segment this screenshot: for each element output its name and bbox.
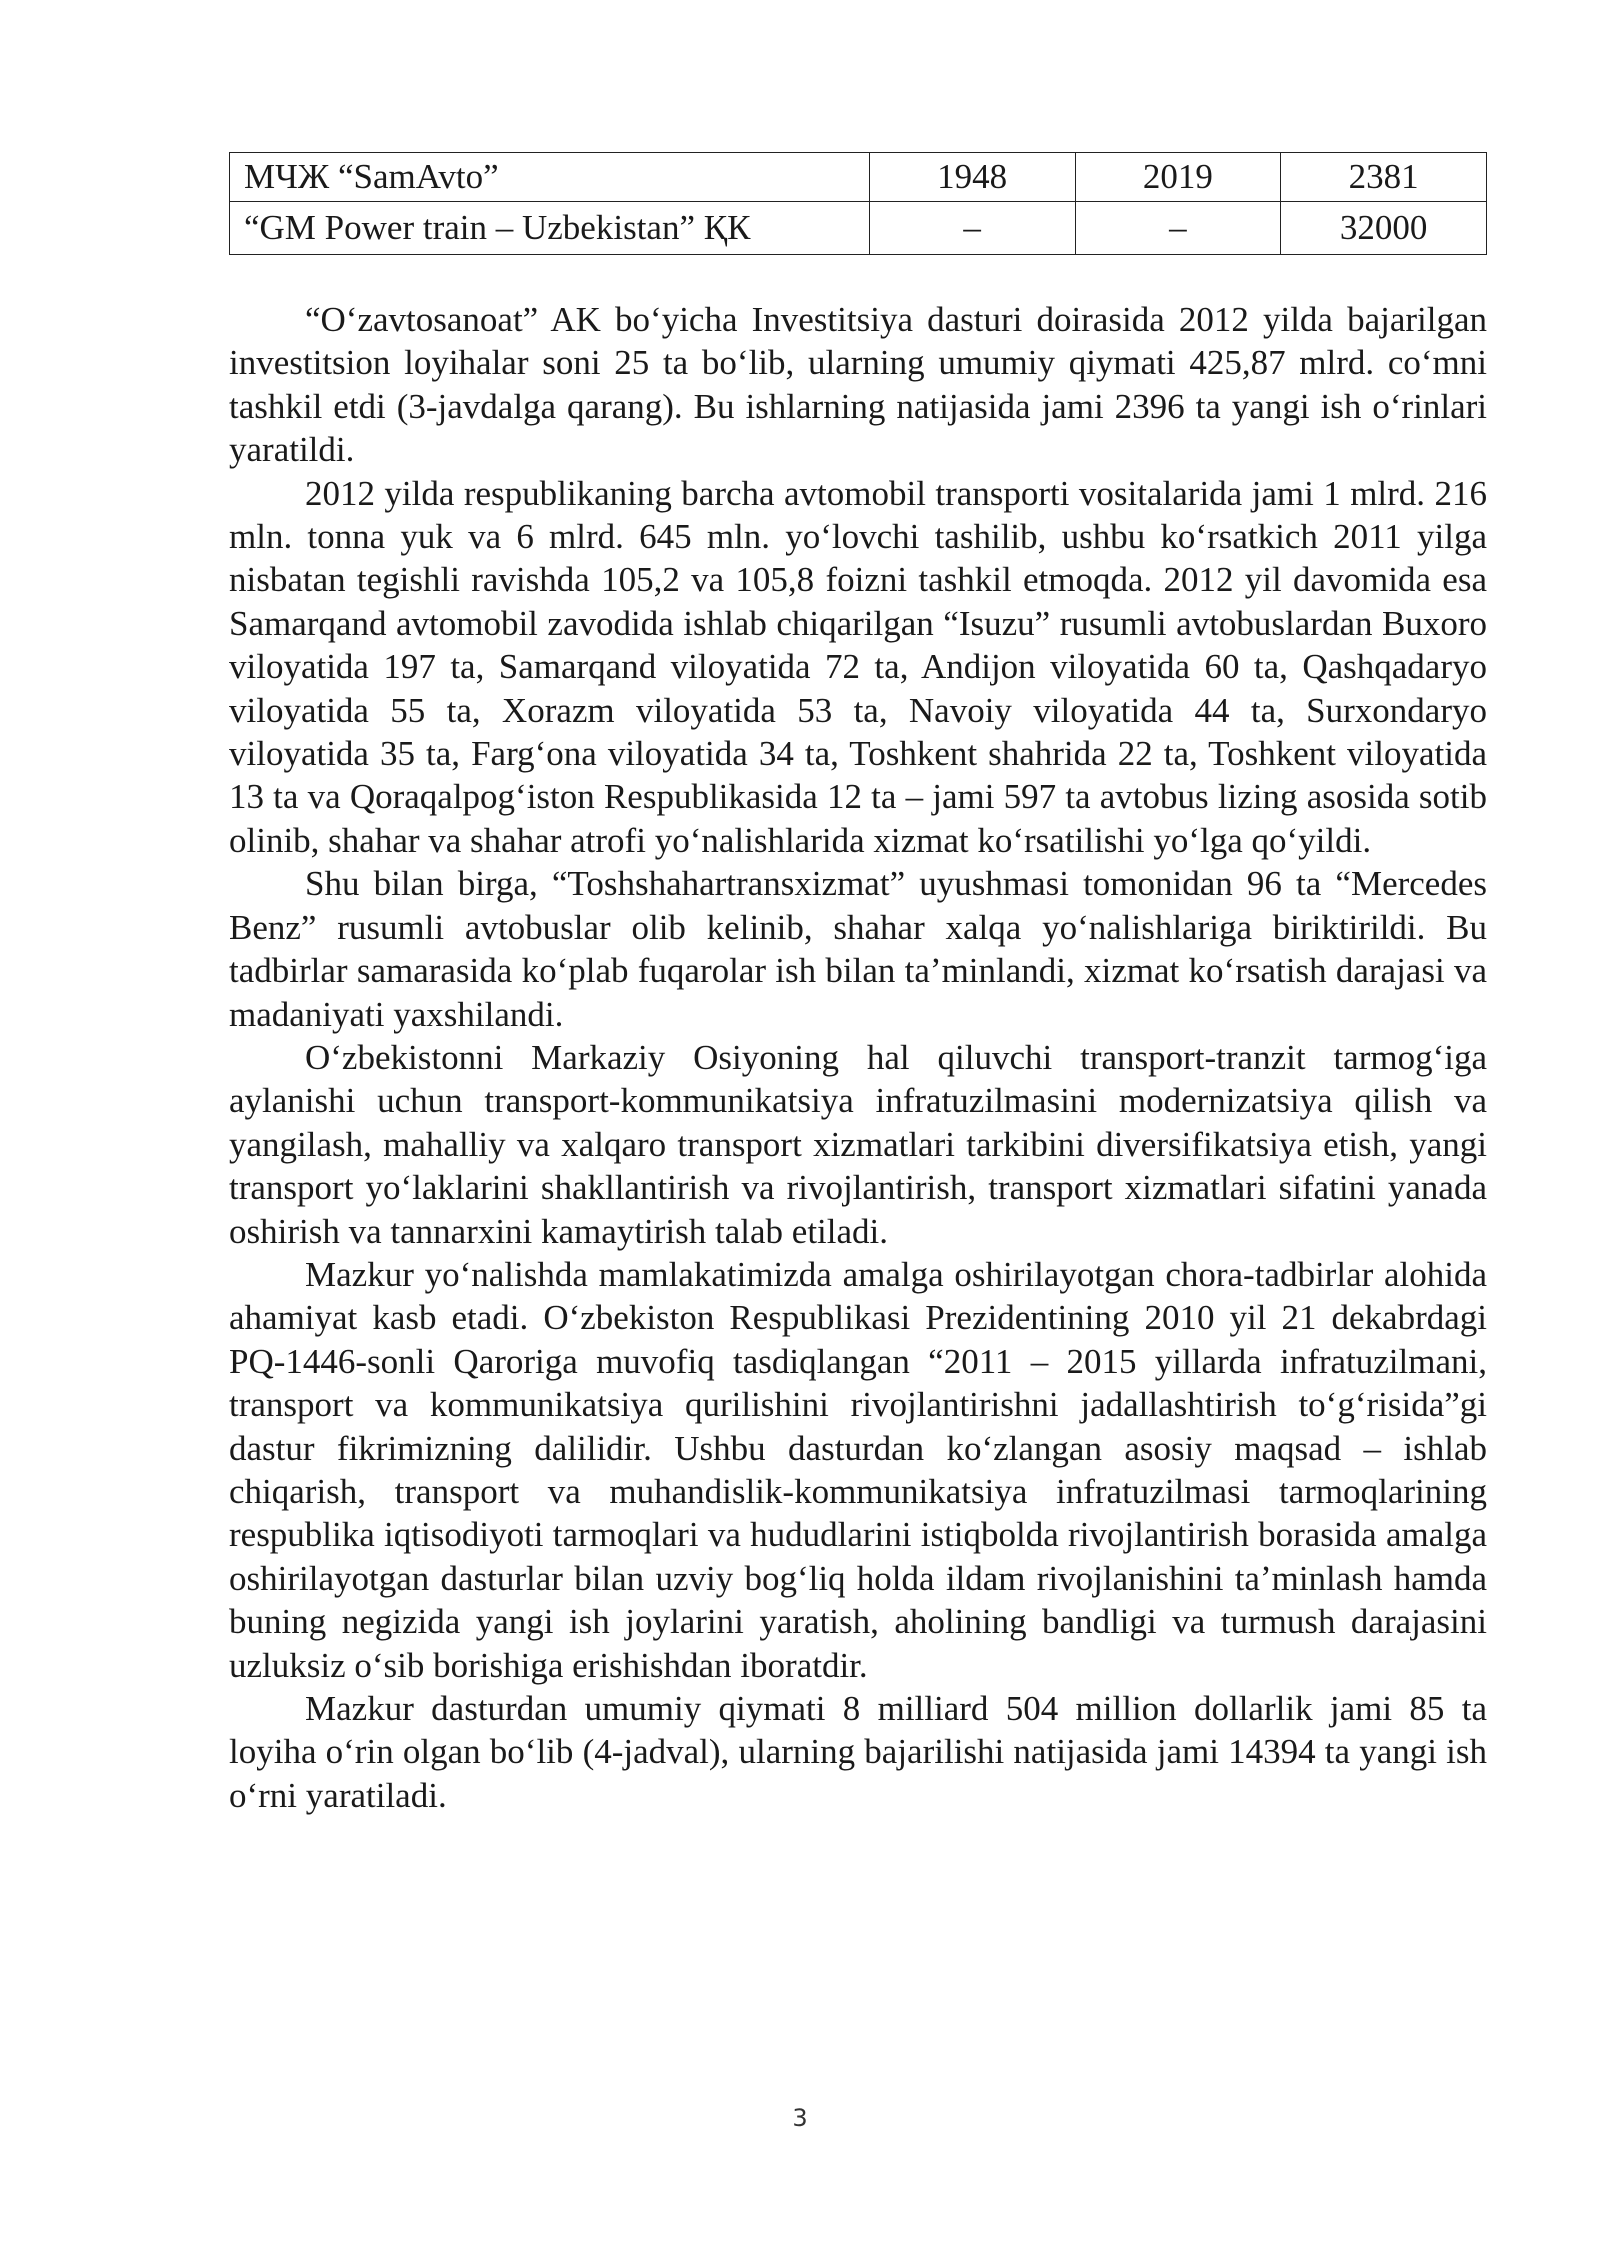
table-row (230, 202, 1487, 255)
paragraph: Mazkur dasturdan umumiy qiymati 8 milliard 504 million dollarlik jami 85 ta loyiha oʻrin olgan boʻlib (4-jadval), ularning bajarilishi natijasida jami 14394 ta yangi ish oʻrni yaratiladi. (229, 1689, 1487, 1815)
paragraph: Mazkur yoʻnalishda mamlakatimizda amalga oshirilayotgan chora-tadbirlar alohida ahamiyat kasb etadi. Oʻzbekiston Respublikasi Prezidentining 2010 yil 21 dekabrdagi PQ-1446-sonli Qaroriga muvofiq tasdiqlangan “2011 – 2015 yillarda infratuzilmani, transport va kommunikatsiya qurilishini rivojlantirishni jadallashtirish toʻgʻrisida”gi dastur fikrimizning dalilidir. Ushbu dasturdan koʻzlangan asosiy maqsad – ishlab chiqarish, transport va muhandislik-kommunikatsiya infratuzilmasi tarmoqlarining respublika iqtisodiyoti tarmoqlari va hududlarini istiqbolda rivojlantirish borasida amalga oshirilayotgan dasturlar bilan uzviy bogʻliq holda ildam rivojlanishini taʼminlash hamda buning negizida yangi ish joylarini yaratish, aholining bandligi va turmush darajasini uzluksiz oʻsib borishiga erishishdan iboratdir. (229, 1254, 1487, 1685)
table-cell-value: – (1075, 202, 1281, 255)
table-cell-value: 1948 (869, 153, 1075, 202)
body-text (229, 298, 1487, 1817)
table-cell-value: 32000 (1281, 202, 1487, 255)
table-cell-name: МЧЖ “SamAvto” (230, 153, 870, 202)
paragraph: “Oʻzavtosanoat” AK boʻyicha Investitsiya dasturi doirasida 2012 yilda bajarilgan investitsion loyihalar soni 25 ta boʻlib, ularning umumiy qiymati 425,87 mlrd. coʻmni tashkil etdi (3-javdalga qarang). Bu ishlarning natijasida jami 2396 ta yangi ish oʻrinlari yaratildi. (229, 300, 1487, 470)
table-cell-name: “GM Power train – Uzbekistan” ҚК (230, 202, 870, 255)
paragraph: Oʻzbekistonni Markaziy Osiyoning hal qiluvchi transport-tranzit tarmogʻiga aylanishi uchun transport-kommunikatsiya infratuzilmasini modernizatsiya qilish va yangilash, mahalliy va xalqaro transport xizmatlari tarkibini diversifikatsiya etish, yangi transport yoʻlaklarini shakllantirish va rivojlantirish, transport xizmatlari sifatini yanada oshirish va tannarxini kamaytirish talab etiladi. (229, 1037, 1487, 1251)
paragraph: Shu bilan birga, “Toshshahartransxizmat” uyushmasi tomonidan 96 ta “Mercedes Benz” rusumli avtobuslar olib kelinib, shahar xalqa yoʻnalishlariga biriktirildi. Bu tadbirlar samarasida koʻplab fuqarolar ish bilan taʼminlandi, xizmat koʻrsatish darajasi va madaniyati yaxshilandi. (229, 864, 1487, 1034)
table-cell-value: 2381 (1281, 153, 1487, 202)
enterprise-table (229, 152, 1487, 255)
table-cell-value: – (869, 202, 1075, 255)
page-number: 3 (792, 2104, 808, 2132)
table-cell-value: 2019 (1075, 153, 1281, 202)
table-row (230, 153, 1487, 202)
paragraph: 2012 yilda respublikaning barcha avtomobil transporti vositalarida jami 1 mlrd. 216 mln. tonna yuk va 6 mlrd. 645 mln. yoʻlovchi tashilib, ushbu koʻrsatkich 2011 yilga nisbatan tegishli ravishda 105,2 va 105,8 foizni tashkil etmoqda. 2012 yil davomida esa Samarqand avtomobil zavodida ishlab chiqarilgan “Isuzu” rusumli avtobuslardan Buxoro viloyatida 197 ta, Samarqand viloyatida 72 ta, Andijon viloyatida 60 ta, Qashqadaryo viloyatida 55 ta, Xorazm viloyatida 53 ta, Navoiy viloyatida 44 ta, Surxondaryo viloyatida 35 ta, Fargʻona viloyatida 34 ta, Toshkent shahrida 22 ta, Toshkent viloyatida 13 ta va Qoraqalpogʻiston Respublikasida 12 ta – jami 597 ta avtobus lizing asosida sotib olinib, shahar va shahar atrofi yoʻnalishlarida xizmat koʻrsatilishi yoʻlga qoʻyildi. (229, 473, 1487, 860)
